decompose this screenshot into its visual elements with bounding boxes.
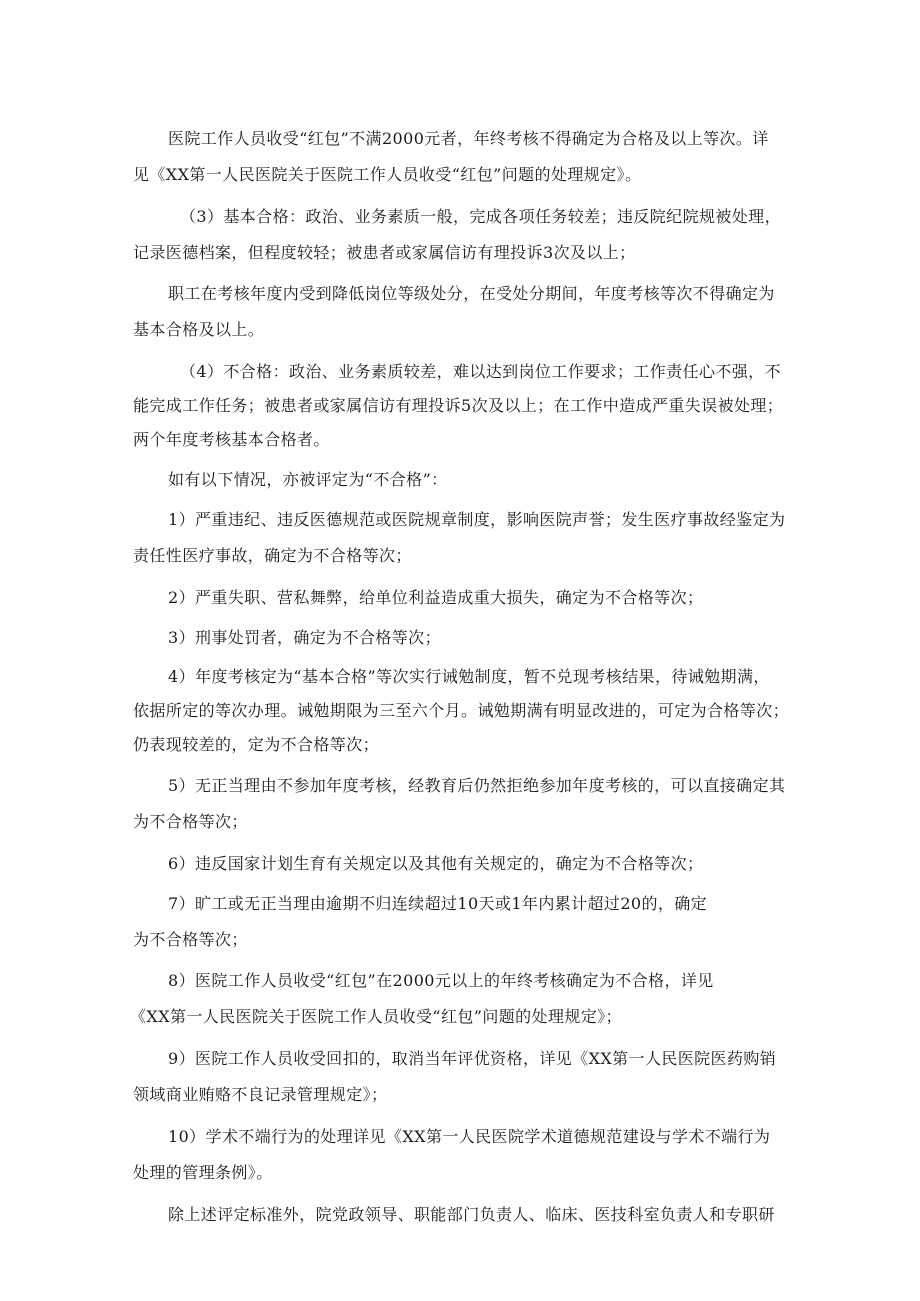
text-line: 4）年度考核定为“基本合格”等次实行诫勉制度，暂不兑现考核结果，待诫勉期满， xyxy=(168,667,770,686)
text-line: 5）无正当理由不参加年度考核，经教育后仍然拒绝参加年度考核的，可以直接确定其 xyxy=(168,776,786,795)
text-line: 仍表现较差的，定为不合格等次； xyxy=(133,735,380,754)
text-line: （3）基本合格：政治、业务素质一般，完成各项任务较差；违反院纪院规被处理， xyxy=(180,207,781,226)
text-line: 7）旷工或无正当理由逾期不归连续超过10天或1年内累计超过20的，确定 xyxy=(168,894,708,913)
text-line: （4）不合格：政治、业务素质较差，难以达到岗位工作要求；工作责任心不强，不 xyxy=(180,362,781,381)
text-line: 1）严重违纪、违反医德规范或医院规章制度，影响医院声誉；发生医疗事故经鉴定为 xyxy=(168,510,786,529)
text-line: 职工在考核年度内受到降低岗位等级处分，在受处分期间，年度考核等次不得确定为 xyxy=(168,284,775,303)
text-line: 2）严重失职、营私舞弊，给单位利益造成重大损失，确定为不合格等次； xyxy=(168,588,704,607)
text-line: 责任性医疗事故，确定为不合格等次； xyxy=(133,546,412,565)
text-line: 处理的管理条例》。 xyxy=(133,1163,273,1182)
text-line: 基本合格及以上。 xyxy=(133,320,265,339)
text-line: 3）刑事处罚者，确定为不合格等次； xyxy=(168,628,441,647)
text-line: 医院工作人员收受“红包”不满2000元者，年终考核不得确定为合格及以上等次。详 xyxy=(168,129,769,148)
text-line: 10）学术不端行为的处理详见《XX第一人民医院学术道德规范建设与学术不端行为 xyxy=(168,1127,771,1146)
text-line: 8）医院工作人员收受“红包”在2000元以上的年终考核确定为不合格，详见 xyxy=(168,971,714,990)
text-line: 9）医院工作人员收受回扣的，取消当年评优资格，详见《XX第一人民医院医药购销 xyxy=(168,1049,777,1068)
text-line: 见《XX第一人民医院关于医院工作人员收受“红包”问题的处理规定》。 xyxy=(133,165,642,184)
text-line: 如有以下情况，亦被评定为“不合格”： xyxy=(168,470,448,489)
text-line: 为不合格等次； xyxy=(133,812,248,831)
text-line: 能完成工作任务；被患者或家属信访有理投诉5次及以上；在工作中造成严重失误被处理； xyxy=(133,396,784,415)
text-line: 《XX第一人民医院关于医院工作人员收受“红包”问题的处理规定》； xyxy=(130,1007,622,1026)
text-line: 除上述评定标准外，院党政领导、职能部门负责人、临床、医技科室负责人和专职研 xyxy=(168,1205,775,1224)
text-line: 为不合格等次； xyxy=(133,930,248,949)
text-line: 依据所定的等次办理。诫勉期限为三至六个月。诫勉期满有明显改进的，可定为合格等次； xyxy=(133,701,790,720)
text-line: 两个年度考核基本合格者。 xyxy=(133,430,330,449)
text-line: 6）违反国家计划生育有关规定以及其他有关规定的，确定为不合格等次； xyxy=(168,854,704,873)
text-line: 记录医德档案，但程度较轻；被患者或家属信访有理投诉3次及以上； xyxy=(133,243,636,262)
text-line: 领域商业贿赂不良记录管理规定》； xyxy=(133,1085,388,1104)
